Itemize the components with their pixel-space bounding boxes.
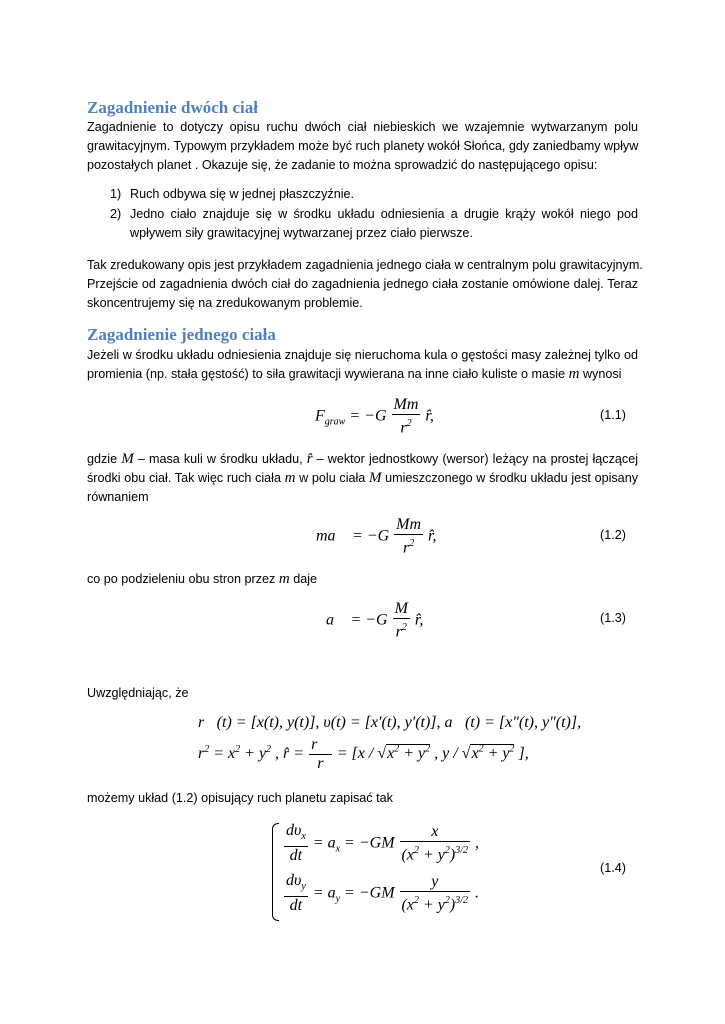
para2-line-1: Tak zredukowany opis jest przykładem zagadnienia jednego ciała w centralnym polu grawitacyjnym. bbox=[87, 258, 643, 272]
para6: Uwzględniając, że bbox=[87, 686, 189, 700]
equation-1-4-row-1: $\frac{d\upsilon_x}{dt}$ = $a_x = -GM$ $\frac{x}{(x^2 + y^2)^{3/2}}$ , bbox=[286, 822, 479, 865]
intro-line-3: pozostałych planet . Okazuje się, że zadanie to można sprowadzić do następującego opisu: bbox=[87, 158, 598, 172]
intro-line-2: grawitacyjnym. Typowym przykładem może być ruch planety wokół Słońca, gdy zaniedbamy wpływ bbox=[87, 139, 639, 153]
equation-1-2: ma⃗ = −G $\frac{Mm}{r^2}$ r̂, bbox=[316, 516, 437, 557]
list-item-2-line-2: wpływem siły grawitacyjnej wytwarzanej przez ciało pierwsze. bbox=[130, 226, 473, 240]
list-item-1: Ruch odbywa się w jednej płaszczyźnie. bbox=[130, 187, 355, 201]
para7: możemy układ (1.2) opisujący ruch planetu zapisać tak bbox=[87, 791, 393, 805]
para2-line-2: Przejście od zagadnienia dwóch ciał do zagadnienia jednego ciała zostanie omówione dalej. Teraz bbox=[87, 277, 638, 291]
intro-line-1: Zagadnienie to dotyczy opisu ruchu dwóch ciał niebieskich we wzajemnie wytwarzanym polu bbox=[87, 120, 638, 134]
para2-line-3: skoncentrujemy się na zredukowanym problemie. bbox=[87, 296, 363, 310]
list-num-2: 2) bbox=[110, 207, 122, 221]
para3-line-2: promienia (np. stała gęstość) to siła grawitacji wywierana na inne ciało kuliste o masie m wynosi bbox=[87, 366, 622, 382]
definitions-line-2: $r^2 = x^2 + y^2$ , r̂ = $\frac{r⃗}{r}$ = [$x / √x^2 + y^2$ , $y / √x^2 + y^2$ ], bbox=[198, 736, 529, 772]
equation-1-3: a⃗ = −G $\frac{M}{r^2}$ r̂, bbox=[326, 600, 424, 641]
heading-one-body: Zagadnienie jednego ciała bbox=[87, 325, 276, 344]
definitions-line-1: r⃗(t) = [x(t), y(t)], υ(t) = [x′(t), y′(t)], a⃗(t) = [x″(t), y″(t)], bbox=[198, 714, 582, 731]
heading-two-body: Zagadnienie dwóch ciał bbox=[87, 98, 258, 117]
eq-number-1-1: (1.1) bbox=[600, 408, 626, 422]
eq-number-1-4: (1.4) bbox=[600, 861, 626, 875]
equation-1-1: $F_{graw} = -G$ $\frac{Mm}{r^2}$ r̂, bbox=[315, 396, 434, 437]
list-num-1: 1) bbox=[110, 187, 122, 201]
para4-line-3: równaniem bbox=[87, 490, 149, 504]
para3-line-1: Jeżeli w środku układu odniesienia znajduje się nieruchoma kula o gęstości masy zależnej tylko od bbox=[87, 348, 638, 362]
list-item-2-line-1: Jedno ciało znajduje się w środku układu odniesienia a drugie krąży wokół niego pod bbox=[130, 207, 638, 221]
eq-number-1-3: (1.3) bbox=[600, 611, 626, 625]
system-brace bbox=[272, 823, 279, 921]
para4-line-2: środki obu ciał. Tak więc ruch ciała m w polu ciała M umieszczonego w środku układu jest opisany bbox=[87, 470, 638, 486]
para5: co po podzieleniu obu stron przez m daje bbox=[87, 571, 317, 587]
para4-line-1: gdzie M – masa kuli w środku układu, r̂ – wektor jednostkowy (wersor) leżący na prostej łączącej bbox=[87, 451, 638, 467]
equation-1-4-row-2: $\frac{d\upsilon_y}{dt}$ = $a_y = -GM$ $\frac{y}{(x^2 + y^2)^{3/2}}$ . bbox=[286, 872, 479, 915]
eq-number-1-2: (1.2) bbox=[600, 528, 626, 542]
